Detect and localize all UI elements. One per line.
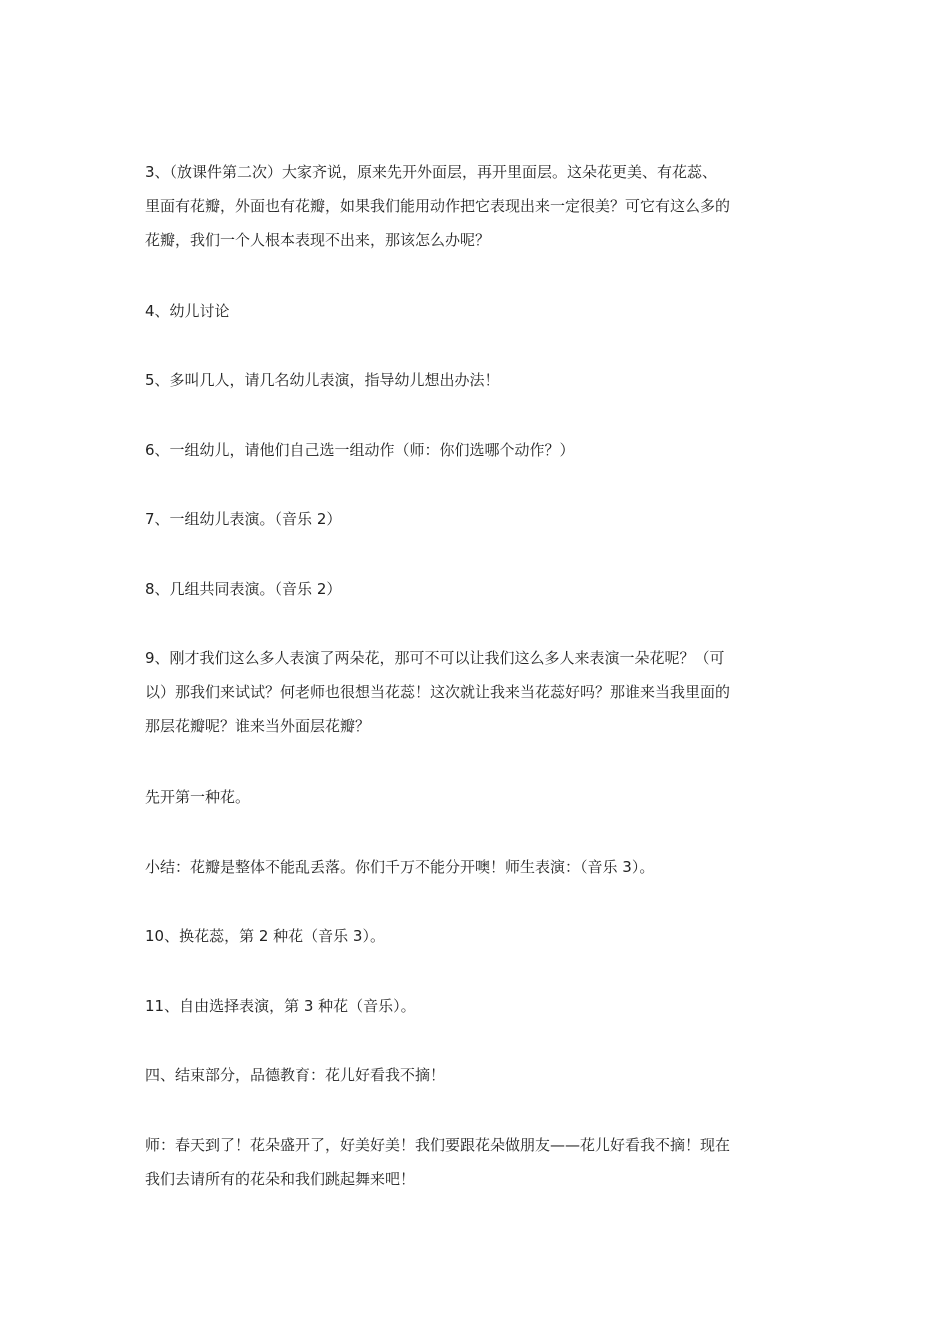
paragraph-step-3 bbox=[145, 155, 815, 257]
paragraph-step-4 bbox=[145, 294, 815, 328]
paragraph-step-7 bbox=[145, 502, 815, 536]
paragraph-step-9 bbox=[145, 641, 815, 743]
text-line: 8、几组共同表演。（音乐 2） bbox=[145, 580, 342, 598]
text-line: 里面有花瓣，外面也有花瓣，如果我们能用动作把它表现出来一定很美？可它有这么多的 bbox=[145, 197, 731, 215]
text-line: 我们去请所有的花朵和我们跳起舞来吧！ bbox=[145, 1170, 416, 1188]
text-line: 那层花瓣呢？谁来当外面层花瓣？ bbox=[145, 717, 371, 735]
text-line: 5、多叫几人，请几名幼儿表演，指导幼儿想出办法！ bbox=[145, 371, 500, 389]
paragraph-step-8 bbox=[145, 572, 815, 606]
paragraph-step-10 bbox=[145, 919, 815, 953]
paragraph-step-6 bbox=[145, 433, 815, 467]
text-line: 10、换花蕊，第 2 种花（音乐 3）。 bbox=[145, 927, 385, 945]
paragraph-teacher-closing bbox=[145, 1128, 815, 1196]
text-line: 小结：花瓣是整体不能乱丢落。你们千万不能分开噢！师生表演：（音乐 3）。 bbox=[145, 858, 655, 876]
text-line: 师：春天到了！花朵盛开了，好美好美！我们要跟花朵做朋友——花儿好看我不摘！现在 bbox=[145, 1136, 731, 1154]
paragraph-step-5 bbox=[145, 363, 815, 397]
paragraph-first-flower bbox=[145, 780, 815, 814]
text-line: 6、一组幼儿，请他们自己选一组动作（师：你们选哪个动作？） bbox=[145, 441, 575, 459]
text-line: 7、一组幼儿表演。（音乐 2） bbox=[145, 510, 342, 528]
text-line: 4、幼儿讨论 bbox=[145, 302, 230, 320]
text-line: 花瓣，我们一个人根本表现不出来，那该怎么办呢？ bbox=[145, 231, 491, 249]
text-line: 11、自由选择表演，第 3 种花（音乐）。 bbox=[145, 997, 416, 1015]
paragraph-summary bbox=[145, 850, 815, 884]
section-heading-ending bbox=[145, 1058, 815, 1092]
text-line: 9、刚才我们这么多人表演了两朵花，那可不可以让我们这么多人来表演一朵花呢？（可 bbox=[145, 649, 725, 667]
text-line: 四、结束部分，品德教育：花儿好看我不摘！ bbox=[145, 1066, 446, 1084]
paragraph-step-11 bbox=[145, 989, 815, 1023]
text-line: 先开第一种花。 bbox=[145, 788, 251, 806]
text-line: 3、（放课件第二次）大家齐说，原来先开外面层，再开里面层。这朵花更美、有花蕊、 bbox=[145, 163, 718, 181]
text-line: 以）那我们来试试？何老师也很想当花蕊！这次就让我来当花蕊好吗？那谁来当我里面的 bbox=[145, 683, 731, 701]
